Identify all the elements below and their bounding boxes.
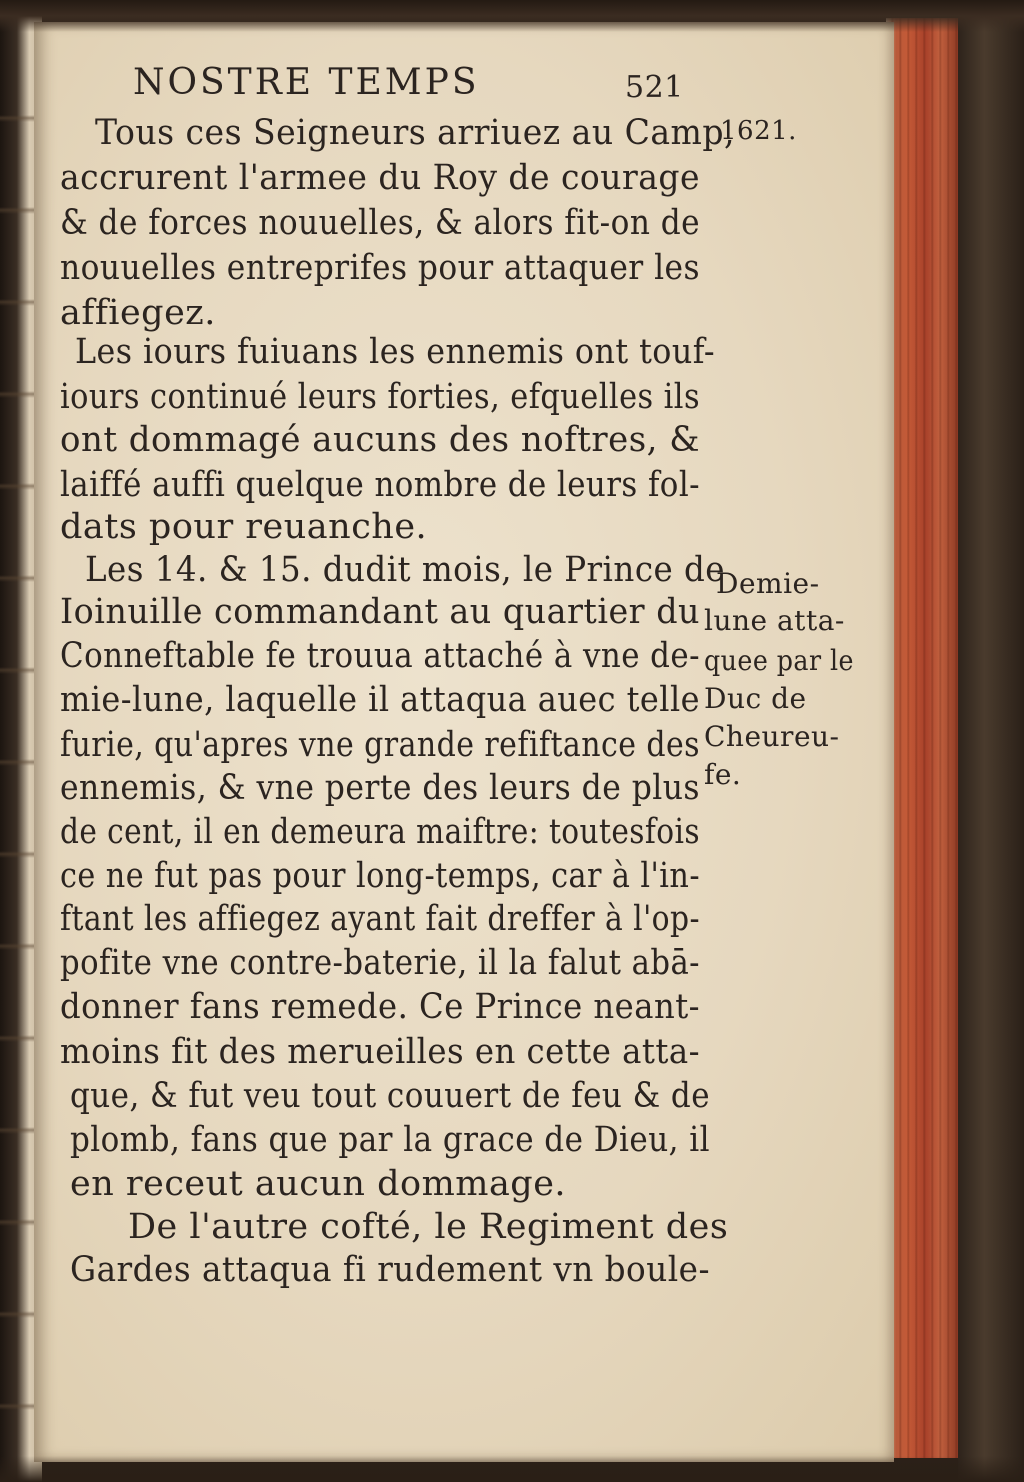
body-line: pofite vne contre-baterie, il la falut abā- — [60, 943, 700, 983]
margin-note-line: fe. — [704, 758, 742, 791]
running-title: NOSTRE TEMPS — [133, 62, 480, 103]
body-line: Les 14. & 15. dudit mois, le Prince de — [85, 550, 725, 590]
margin-note-line: Demie- — [716, 567, 820, 600]
fore-edge-page-lines — [886, 18, 958, 1458]
body-line: en receut aucun dommage. — [70, 1164, 567, 1204]
body-line: laiffé auffi quelque nombre de leurs fol- — [60, 465, 700, 505]
margin-note-line: lune atta- — [704, 604, 845, 637]
body-line: Tous ces Seigneurs arriuez au Camp, — [95, 113, 735, 153]
body-line: Les iours fuiuans les ennemis ont touf- — [75, 332, 715, 372]
body-line: ce ne fut pas pour long-temps, car à l'in- — [60, 856, 700, 896]
margin-note-line: Duc de — [704, 682, 807, 715]
body-line: plomb, fans que par la grace de Dieu, il — [70, 1120, 710, 1160]
year-margin: 1621. — [720, 116, 797, 146]
body-line: dats pour reuanche. — [60, 507, 428, 547]
body-line: iours continué leurs forties, efquelles ils — [60, 377, 700, 417]
body-line: furie, qu'apres vne grande refiftance des — [60, 725, 700, 765]
top-shadow — [0, 0, 1024, 32]
body-line: ftant les affiegez ayant fait dreffer à l'op- — [60, 899, 700, 939]
bottom-shadow — [0, 1456, 1024, 1482]
body-line: donner fans remede. Ce Prince neant- — [60, 987, 700, 1027]
body-line: De l'autre cofté, le Regiment des — [128, 1207, 729, 1247]
body-line: Gardes attaqua fi rudement vn boule- — [70, 1250, 710, 1290]
body-line: que, & fut veu tout couuert de feu & de — [70, 1076, 710, 1116]
body-line: ont dommagé aucuns des noftres, & — [60, 420, 700, 460]
margin-note-line: Cheureu- — [704, 720, 840, 753]
body-line: Conneftable fe trouua attaché à vne de- — [60, 636, 700, 676]
margin-note-line: quee par le — [704, 644, 854, 677]
body-line: accrurent l'armee du Roy de courage — [60, 158, 700, 198]
body-line: affiegez. — [60, 293, 216, 333]
body-line: de cent, il en demeura maiftre: toutesfois — [60, 812, 700, 852]
body-line: moins fit des merueilles en cette atta- — [60, 1032, 700, 1072]
body-line: ennemis, & vne perte des leurs de plus — [60, 768, 700, 808]
body-line: mie-lune, laquelle il attaqua auec telle — [60, 680, 700, 720]
page-number: 521 — [625, 70, 684, 105]
book-cover-edge — [958, 0, 1024, 1482]
body-line: & de forces nouuelles, & alors fit-on de — [60, 203, 700, 243]
body-line: Ioinuille commandant au quartier du — [60, 592, 700, 632]
body-line: nouuelles entreprifes pour attaquer les — [60, 248, 700, 288]
